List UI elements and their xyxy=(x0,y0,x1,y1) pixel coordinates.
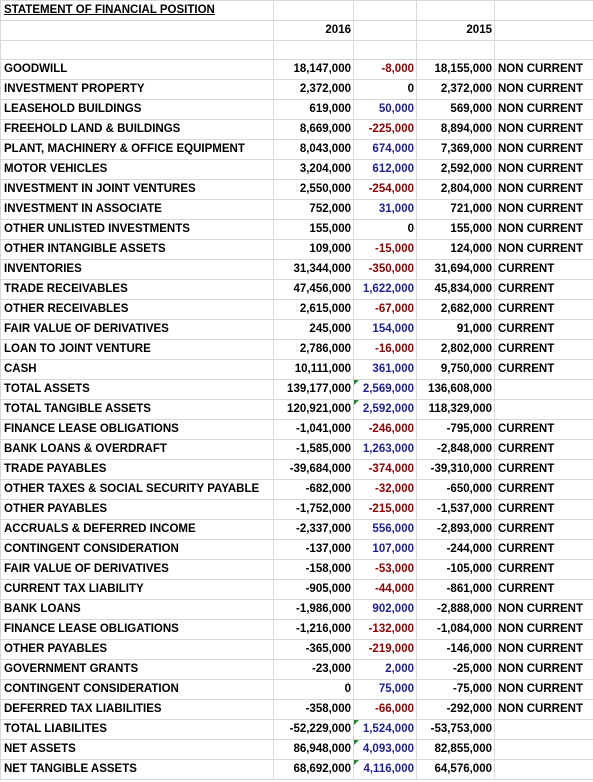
classification[interactable]: NON CURRENT xyxy=(495,600,593,620)
table-row xyxy=(1,700,593,720)
classification[interactable]: CURRENT xyxy=(495,440,593,460)
table-row xyxy=(1,640,593,660)
table-row xyxy=(1,180,593,200)
value-2015[interactable]: 2,682,000 xyxy=(417,300,495,320)
value-2015[interactable]: -2,893,000 xyxy=(417,520,495,540)
row-label[interactable]: MOTOR VEHICLES xyxy=(1,160,274,180)
classification[interactable]: CURRENT xyxy=(495,340,593,360)
value-2015[interactable]: 2,804,000 xyxy=(417,180,495,200)
row-label[interactable]: CASH xyxy=(1,360,274,380)
classification[interactable]: NON CURRENT xyxy=(495,200,593,220)
value-change[interactable]: -374,000 xyxy=(354,460,417,480)
table-row xyxy=(1,560,593,580)
value-change[interactable]: -8,000 xyxy=(354,60,417,80)
row-label[interactable]: ACCRUALS & DEFERRED INCOME xyxy=(1,520,274,540)
empty-cell[interactable] xyxy=(1,41,274,60)
classification[interactable] xyxy=(495,400,593,420)
value-2015[interactable]: -25,000 xyxy=(417,660,495,680)
value-change[interactable]: 556,000 xyxy=(354,520,417,540)
value-2016[interactable]: 2,550,000 xyxy=(274,180,354,200)
classification[interactable]: NON CURRENT xyxy=(495,160,593,180)
row-label[interactable]: OTHER INTANGIBLE ASSETS xyxy=(1,240,274,260)
row-label[interactable]: OTHER PAYABLES xyxy=(1,640,274,660)
value-2015[interactable]: 2,372,000 xyxy=(417,80,495,100)
classification[interactable]: CURRENT xyxy=(495,260,593,280)
row-label[interactable]: TRADE RECEIVABLES xyxy=(1,280,274,300)
empty-cell[interactable] xyxy=(417,41,495,60)
row-label[interactable]: GOVERNMENT GRANTS xyxy=(1,660,274,680)
value-2015[interactable]: 18,155,000 xyxy=(417,60,495,80)
value-change[interactable]: 2,000 xyxy=(354,660,417,680)
blank-row xyxy=(1,41,593,60)
value-2015[interactable]: 118,329,000 xyxy=(417,400,495,420)
value-change[interactable]: 154,000 xyxy=(354,320,417,340)
value-2016[interactable]: 155,000 xyxy=(274,220,354,240)
value-2015[interactable]: 64,576,000 xyxy=(417,760,495,780)
table-row xyxy=(1,580,593,600)
empty-cell[interactable] xyxy=(495,41,593,60)
value-2016[interactable]: -39,684,000 xyxy=(274,460,354,480)
value-2015[interactable]: 45,834,000 xyxy=(417,280,495,300)
row-label[interactable]: NET TANGIBLE ASSETS xyxy=(1,760,274,780)
classification[interactable]: CURRENT xyxy=(495,460,593,480)
row-label[interactable]: GOODWILL xyxy=(1,60,274,80)
classification[interactable]: CURRENT xyxy=(495,580,593,600)
value-2015[interactable]: -650,000 xyxy=(417,480,495,500)
value-2015[interactable]: -1,537,000 xyxy=(417,500,495,520)
value-2016[interactable]: 8,669,000 xyxy=(274,120,354,140)
row-label[interactable]: TRADE PAYABLES xyxy=(1,460,274,480)
value-2016[interactable]: 2,786,000 xyxy=(274,340,354,360)
row-label[interactable]: CONTINGENT CONSIDERATION xyxy=(1,540,274,560)
value-2015[interactable]: -1,084,000 xyxy=(417,620,495,640)
classification[interactable]: CURRENT xyxy=(495,300,593,320)
table-body xyxy=(1,1,593,780)
value-2016[interactable]: -682,000 xyxy=(274,480,354,500)
value-change[interactable]: 361,000 xyxy=(354,360,417,380)
value-change[interactable]: -16,000 xyxy=(354,340,417,360)
value-2015[interactable]: 136,608,000 xyxy=(417,380,495,400)
value-2016[interactable]: 245,000 xyxy=(274,320,354,340)
row-label[interactable]: LOAN TO JOINT VENTURE xyxy=(1,340,274,360)
classification[interactable]: CURRENT xyxy=(495,520,593,540)
value-change[interactable]: -66,000 xyxy=(354,700,417,720)
empty-cell[interactable] xyxy=(495,21,593,41)
classification[interactable]: NON CURRENT xyxy=(495,100,593,120)
row-label[interactable]: TOTAL LIABILITES xyxy=(1,720,274,740)
value-2016[interactable]: 619,000 xyxy=(274,100,354,120)
value-change[interactable]: -254,000 xyxy=(354,180,417,200)
empty-cell[interactable] xyxy=(274,1,354,21)
value-change[interactable]: 0 xyxy=(354,220,417,240)
table-row xyxy=(1,520,593,540)
row-label[interactable]: TOTAL TANGIBLE ASSETS xyxy=(1,400,274,420)
classification[interactable]: NON CURRENT xyxy=(495,180,593,200)
table-row xyxy=(1,400,593,420)
classification[interactable]: NON CURRENT xyxy=(495,220,593,240)
classification[interactable] xyxy=(495,380,593,400)
value-2015[interactable]: -105,000 xyxy=(417,560,495,580)
value-2015[interactable]: -795,000 xyxy=(417,420,495,440)
table-row xyxy=(1,620,593,640)
classification[interactable]: NON CURRENT xyxy=(495,640,593,660)
value-2016[interactable]: 10,111,000 xyxy=(274,360,354,380)
value-change[interactable]: 0 xyxy=(354,80,417,100)
value-2016[interactable]: 18,147,000 xyxy=(274,60,354,80)
table-row xyxy=(1,60,593,80)
table-row xyxy=(1,680,593,700)
classification[interactable]: NON CURRENT xyxy=(495,80,593,100)
table-row xyxy=(1,720,593,740)
value-change[interactable]: -246,000 xyxy=(354,420,417,440)
title-row xyxy=(1,1,593,21)
table-row xyxy=(1,340,593,360)
table-row xyxy=(1,480,593,500)
value-2016[interactable]: 0 xyxy=(274,680,354,700)
value-2015[interactable]: 31,694,000 xyxy=(417,260,495,280)
table-row xyxy=(1,760,593,780)
value-2015[interactable]: -292,000 xyxy=(417,700,495,720)
value-2016[interactable]: 120,921,000 xyxy=(274,400,354,420)
row-label[interactable]: LEASEHOLD BUILDINGS xyxy=(1,100,274,120)
row-label[interactable]: FAIR VALUE OF DERIVATIVES xyxy=(1,560,274,580)
classification[interactable]: CURRENT xyxy=(495,420,593,440)
value-change[interactable]: -219,000 xyxy=(354,640,417,660)
value-2015[interactable]: 155,000 xyxy=(417,220,495,240)
table-row xyxy=(1,120,593,140)
value-2016[interactable]: -1,041,000 xyxy=(274,420,354,440)
row-label[interactable]: OTHER RECEIVABLES xyxy=(1,300,274,320)
value-2016[interactable]: -23,000 xyxy=(274,660,354,680)
row-label[interactable]: PLANT, MACHINERY & OFFICE EQUIPMENT xyxy=(1,140,274,160)
row-label[interactable]: INVESTMENT PROPERTY xyxy=(1,80,274,100)
table-row xyxy=(1,320,593,340)
classification[interactable]: NON CURRENT xyxy=(495,620,593,640)
value-2016[interactable]: -2,337,000 xyxy=(274,520,354,540)
classification[interactable]: NON CURRENT xyxy=(495,660,593,680)
empty-cell[interactable] xyxy=(495,1,593,21)
value-2016[interactable]: -1,752,000 xyxy=(274,500,354,520)
value-2015[interactable]: -244,000 xyxy=(417,540,495,560)
classification[interactable]: CURRENT xyxy=(495,360,593,380)
value-change[interactable]: -15,000 xyxy=(354,240,417,260)
row-label[interactable]: CONTINGENT CONSIDERATION xyxy=(1,680,274,700)
classification[interactable]: CURRENT xyxy=(495,320,593,340)
value-2016[interactable]: 68,692,000 xyxy=(274,760,354,780)
header-year-2015[interactable]: 2015 xyxy=(417,21,495,41)
value-change[interactable]: -225,000 xyxy=(354,120,417,140)
value-change[interactable]: -215,000 xyxy=(354,500,417,520)
table-row xyxy=(1,380,593,400)
table-row xyxy=(1,200,593,220)
row-label[interactable]: INVENTORIES xyxy=(1,260,274,280)
value-change[interactable]: 4,116,000 xyxy=(354,760,417,780)
row-label[interactable]: OTHER PAYABLES xyxy=(1,500,274,520)
value-2015[interactable]: 8,894,000 xyxy=(417,120,495,140)
table-row xyxy=(1,460,593,480)
value-2016[interactable]: 752,000 xyxy=(274,200,354,220)
table-row xyxy=(1,100,593,120)
value-2016[interactable]: 109,000 xyxy=(274,240,354,260)
row-label[interactable]: BANK LOANS & OVERDRAFT xyxy=(1,440,274,460)
value-2016[interactable]: 3,204,000 xyxy=(274,160,354,180)
value-2015[interactable]: 124,000 xyxy=(417,240,495,260)
value-2015[interactable]: -2,888,000 xyxy=(417,600,495,620)
row-label[interactable]: TOTAL ASSETS xyxy=(1,380,274,400)
row-label[interactable]: DEFERRED TAX LIABILITIES xyxy=(1,700,274,720)
value-2016[interactable]: 139,177,000 xyxy=(274,380,354,400)
table-row xyxy=(1,240,593,260)
value-change[interactable]: -132,000 xyxy=(354,620,417,640)
classification[interactable]: CURRENT xyxy=(495,480,593,500)
classification[interactable] xyxy=(495,740,593,760)
value-2015[interactable]: 569,000 xyxy=(417,100,495,120)
value-2016[interactable]: -1,986,000 xyxy=(274,600,354,620)
value-2016[interactable]: 47,456,000 xyxy=(274,280,354,300)
value-2016[interactable]: -1,216,000 xyxy=(274,620,354,640)
row-label[interactable]: NET ASSETS xyxy=(1,740,274,760)
value-2016[interactable]: -52,229,000 xyxy=(274,720,354,740)
value-2016[interactable]: 31,344,000 xyxy=(274,260,354,280)
classification[interactable]: CURRENT xyxy=(495,280,593,300)
classification[interactable]: NON CURRENT xyxy=(495,700,593,720)
classification[interactable]: NON CURRENT xyxy=(495,60,593,80)
table-row xyxy=(1,80,593,100)
value-change[interactable]: 1,622,000 xyxy=(354,280,417,300)
value-change[interactable]: 1,263,000 xyxy=(354,440,417,460)
empty-cell[interactable] xyxy=(354,41,417,60)
classification[interactable] xyxy=(495,760,593,780)
value-change[interactable]: 107,000 xyxy=(354,540,417,560)
value-2016[interactable]: -365,000 xyxy=(274,640,354,660)
value-change[interactable]: 902,000 xyxy=(354,600,417,620)
table-row xyxy=(1,360,593,380)
value-2016[interactable]: -905,000 xyxy=(274,580,354,600)
value-change[interactable]: -67,000 xyxy=(354,300,417,320)
table-row xyxy=(1,540,593,560)
value-change[interactable]: 31,000 xyxy=(354,200,417,220)
empty-cell[interactable] xyxy=(354,21,417,41)
row-label[interactable]: FREEHOLD LAND & BUILDINGS xyxy=(1,120,274,140)
table-row xyxy=(1,260,593,280)
value-change[interactable]: -44,000 xyxy=(354,580,417,600)
row-label[interactable]: FAIR VALUE OF DERIVATIVES xyxy=(1,320,274,340)
classification[interactable]: CURRENT xyxy=(495,500,593,520)
value-change[interactable]: 4,093,000 xyxy=(354,740,417,760)
value-2016[interactable]: 8,043,000 xyxy=(274,140,354,160)
value-change[interactable]: 1,524,000 xyxy=(354,720,417,740)
value-change[interactable]: 75,000 xyxy=(354,680,417,700)
empty-cell[interactable] xyxy=(1,21,274,41)
value-2016[interactable]: -137,000 xyxy=(274,540,354,560)
empty-cell[interactable] xyxy=(274,41,354,60)
table-row xyxy=(1,300,593,320)
classification[interactable]: CURRENT xyxy=(495,560,593,580)
value-2015[interactable]: 91,000 xyxy=(417,320,495,340)
table-row xyxy=(1,140,593,160)
value-change[interactable]: 674,000 xyxy=(354,140,417,160)
value-2015[interactable]: -75,000 xyxy=(417,680,495,700)
value-2015[interactable]: 721,000 xyxy=(417,200,495,220)
value-change[interactable]: -53,000 xyxy=(354,560,417,580)
value-2016[interactable]: 2,615,000 xyxy=(274,300,354,320)
value-change[interactable]: -32,000 xyxy=(354,480,417,500)
value-change[interactable]: 50,000 xyxy=(354,100,417,120)
value-2016[interactable]: 2,372,000 xyxy=(274,80,354,100)
table-row xyxy=(1,440,593,460)
empty-cell[interactable] xyxy=(354,1,417,21)
classification[interactable] xyxy=(495,720,593,740)
header-year-2016[interactable]: 2016 xyxy=(274,21,354,41)
table-row xyxy=(1,280,593,300)
classification[interactable]: NON CURRENT xyxy=(495,240,593,260)
row-label[interactable]: CURRENT TAX LIABILITY xyxy=(1,580,274,600)
value-change[interactable]: -350,000 xyxy=(354,260,417,280)
table-row xyxy=(1,740,593,760)
row-label[interactable]: FINANCE LEASE OBLIGATIONS xyxy=(1,620,274,640)
value-change[interactable]: 612,000 xyxy=(354,160,417,180)
classification[interactable]: NON CURRENT xyxy=(495,140,593,160)
value-2015[interactable]: -861,000 xyxy=(417,580,495,600)
row-label[interactable]: INVESTMENT IN ASSOCIATE xyxy=(1,200,274,220)
table-row xyxy=(1,160,593,180)
value-change[interactable]: 2,569,000 xyxy=(354,380,417,400)
table-row xyxy=(1,600,593,620)
sheet-title-cell[interactable] xyxy=(1,1,274,21)
table-row xyxy=(1,500,593,520)
value-2015[interactable]: 7,369,000 xyxy=(417,140,495,160)
table-row xyxy=(1,220,593,240)
value-2015[interactable]: 82,855,000 xyxy=(417,740,495,760)
value-2015[interactable]: -53,753,000 xyxy=(417,720,495,740)
value-2016[interactable]: 86,948,000 xyxy=(274,740,354,760)
classification[interactable]: CURRENT xyxy=(495,540,593,560)
value-2015[interactable]: -39,310,000 xyxy=(417,460,495,480)
classification[interactable]: NON CURRENT xyxy=(495,680,593,700)
value-2016[interactable]: -1,585,000 xyxy=(274,440,354,460)
empty-cell[interactable] xyxy=(417,1,495,21)
row-label[interactable]: BANK LOANS xyxy=(1,600,274,620)
row-label[interactable]: FINANCE LEASE OBLIGATIONS xyxy=(1,420,274,440)
value-2015[interactable]: 2,802,000 xyxy=(417,340,495,360)
value-2015[interactable]: -2,848,000 xyxy=(417,440,495,460)
row-label[interactable]: OTHER TAXES & SOCIAL SECURITY PAYABLE xyxy=(1,480,274,500)
table-row xyxy=(1,660,593,680)
header-row xyxy=(1,21,593,41)
row-label[interactable]: OTHER UNLISTED INVESTMENTS xyxy=(1,220,274,240)
value-2015[interactable]: 9,750,000 xyxy=(417,360,495,380)
value-change[interactable]: 2,592,000 xyxy=(354,400,417,420)
table-row xyxy=(1,420,593,440)
sheet-title: STATEMENT OF FINANCIAL POSITION xyxy=(4,4,215,16)
value-2015[interactable]: 2,592,000 xyxy=(417,160,495,180)
value-2016[interactable]: -358,000 xyxy=(274,700,354,720)
row-label[interactable]: INVESTMENT IN JOINT VENTURES xyxy=(1,180,274,200)
value-2016[interactable]: -158,000 xyxy=(274,560,354,580)
value-2015[interactable]: -146,000 xyxy=(417,640,495,660)
classification[interactable]: NON CURRENT xyxy=(495,120,593,140)
